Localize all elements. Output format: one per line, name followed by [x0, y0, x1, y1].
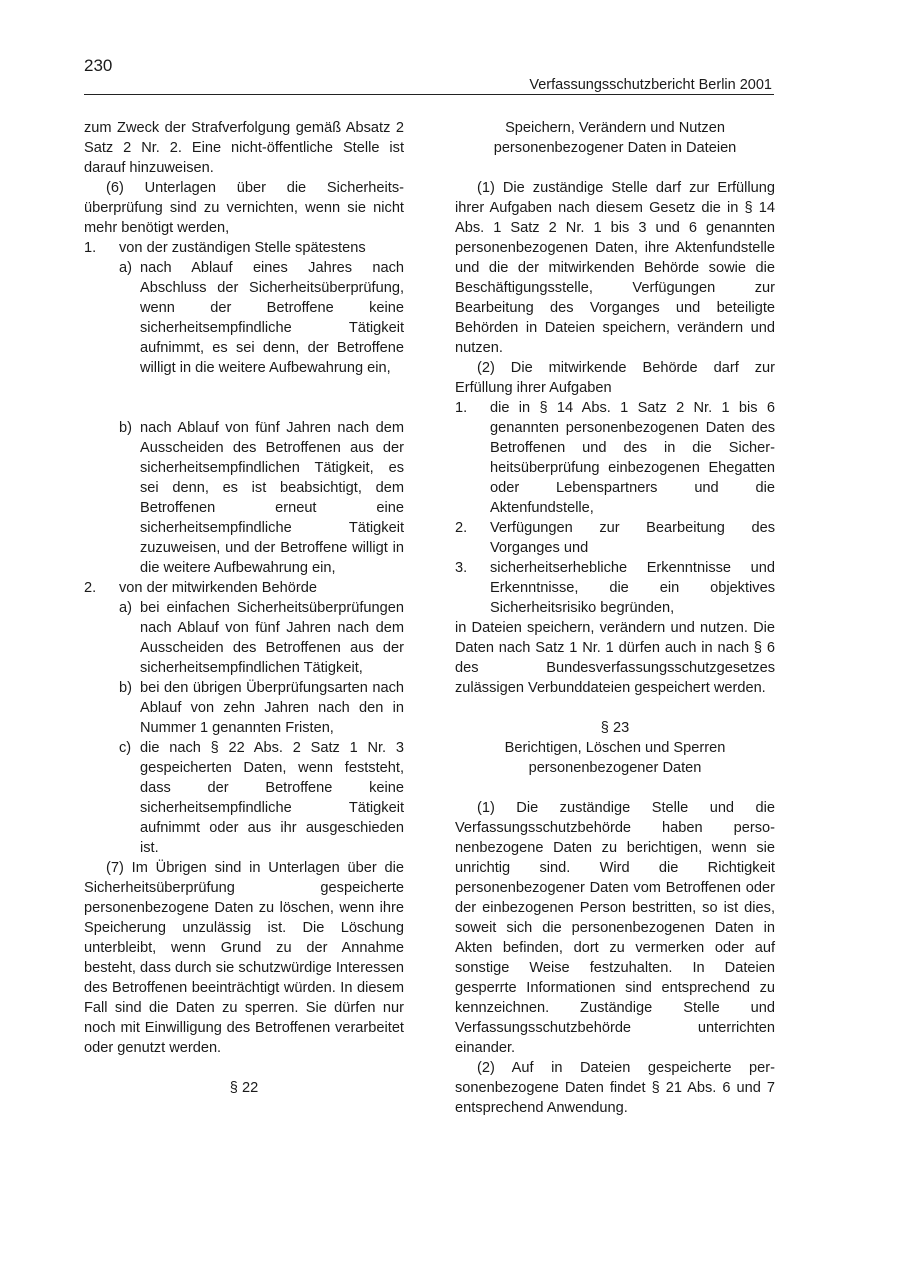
list-text: von der mitwirkenden Behörde: [119, 580, 317, 596]
list-item-2c: [84, 738, 404, 858]
section-title-line: Speichern, Verändern und Nutzen: [505, 120, 725, 136]
sublist-text: bei den übrigen Überprüfungsarten nach Ablauf von zehn Jahren nach den in Nummer 1 genannten Fristen,: [140, 680, 404, 736]
paragraph-continued: zum Zweck der Strafverfolgung gemäß Absatz 2 Satz 2 Nr. 2. Eine nicht-öffentliche Stelle ist darauf hinzuweisen.: [84, 120, 404, 176]
sublist-text: bei einfachen Sicherheitsüberprüfungen nach Ablauf von fünf Jahren nach dem Ausscheiden des Betroffenen aus der sicherheitsempfindlichen Tätigkeit,: [140, 600, 404, 676]
header-rule: [84, 94, 774, 95]
spacer: [455, 158, 775, 178]
sublist-label: a): [119, 260, 132, 276]
s23-paragraph-2: (2) Auf in Dateien gespeicherte personenbezogene Daten findet § 21 Abs. 6 und 7 entsprechend Anwendung.: [455, 1060, 775, 1116]
sublist-label: a): [119, 600, 132, 616]
list-label: 1.: [455, 400, 468, 416]
list-item-1: [455, 398, 775, 518]
list-item-2b: [84, 678, 404, 738]
list-item-2: [455, 518, 775, 558]
page-number: 230: [84, 56, 113, 75]
list-label: 3.: [455, 560, 468, 576]
left-column: [84, 118, 404, 1098]
section-heading-22: § 22: [229, 1080, 259, 1096]
list-item-1a: [84, 258, 404, 378]
list-label: 2.: [455, 520, 468, 536]
spacer: [455, 698, 775, 718]
list-item-1b: [84, 418, 404, 578]
s22-paragraph-2-end: in Dateien speichern, verändern und nutzen. Die Daten nach Satz 1 Nr. 1 dürfen auch in nach § 6 des Bundesverfassungsschutzgesetzes zulässigen Verbunddateien gespeichert werden.: [455, 620, 775, 696]
sublist-label: c): [119, 740, 132, 756]
sublist-text: nach Ablauf eines Jahres nach Abschluss der Sicherheitsüberprüfung, wenn der Betroffene keine sicherheitsempfindliche Tätigkeit aufnimmt, es sei denn, der Betroffene willigt in die weitere Aufbewahrung ein,: [140, 260, 404, 376]
list-label: 1.: [84, 240, 97, 256]
section-title-line: Berichtigen, Löschen und Sperren: [504, 740, 726, 756]
right-column: [455, 118, 775, 1118]
spacer: [84, 378, 404, 398]
s23-paragraph-1: (1) Die zuständige Stelle und die Verfassungsschutzbehörde haben personenbezogene Daten zu berichtigen, wenn sie unrichtig sind. Wird die Richtigkeit personenbezogener Daten vom Betroffenen oder der einbezogenen Person bestritten, so ist dies, soweit sich die personenbezogenen Daten in Akten befinden, dort zu vermerken oder auf sonstige Weise festzuhalten. In Dateien gesperrte Informationen sind entsprechend zu kennzeichnen. Zuständige Stelle und Verfassungsschutzbehörde unterrichten einander.: [455, 800, 775, 1056]
section-heading-23: § 23: [600, 720, 630, 736]
section-title-line: personenbezogener Daten: [528, 760, 702, 776]
sublist-text: nach Ablauf von fünf Jahren nach dem Ausscheiden des Betroffenen aus der sicherheitsempfindlichen Tätigkeit, es sei denn, es ist beabsichtigt, dem Betroffenen erneut eine sicherheitsempfindliche Tätigkeit zuzuweisen, und der Betroffene willigt in die weitere Aufbewahrung ein,: [140, 420, 404, 576]
list-text: von der zuständigen Stelle spätestens: [119, 240, 366, 256]
spacer: [455, 778, 775, 798]
list-text: die in § 14 Abs. 1 Satz 2 Nr. 1 bis 6 genannten personenbezogenen Daten des Betroffenen und des in die Sicherheitsüberprüfung einbezogenen Ehegatten oder Lebenspartners und die Aktenfundstelle,: [490, 400, 775, 516]
spacer: [84, 398, 404, 418]
sublist-text: die nach § 22 Abs. 2 Satz 1 Nr. 3 gespeicherten Daten, wenn feststeht, dass der Betroffene keine sicherheitsempfindliche Tätigkeit aufnimmt oder aus ihr ausgeschieden ist.: [140, 740, 404, 856]
paragraph-7: (7) Im Übrigen sind in Unterlagen über die Sicherheitsüberprüfung gespeicherte personenbezogene Daten zu löschen, wenn ihre Speicherung unzulässig ist. Die Löschung unterbleibt, wenn Grund zu der Annahme besteht, dass durch sie schutzwürdige Interessen des Betroffenen beeinträchtigt würden. In diesem Fall sind die Daten zu sperren. Sie dürfen nur noch mit Einwilligung des Betroffenen verarbeitet oder genutzt werden.: [84, 860, 404, 1056]
list-item-1: [84, 238, 404, 258]
paragraph-6: (6) Unterlagen über die Sicherheitsüberprüfung sind zu vernichten, wenn sie nicht mehr benötigt werden,: [84, 180, 404, 236]
list-item-2a: [84, 598, 404, 678]
s22-paragraph-1: (1) Die zuständige Stelle darf zur Erfüllung ihrer Aufgaben nach diesem Gesetz die in § 14 Abs. 1 Satz 2 Nr. 1 bis 3 und 6 genannten personenbezogenen Daten, ihre Aktenfundstelle und die der mitwirkenden Behörde sowie die Beschäftigungsstelle, Verfügungen zur Bearbeitung des Vorganges und beteiligte Behörden in Dateien speichern, verändern und nutzen.: [455, 180, 775, 356]
list-label: 2.: [84, 580, 97, 596]
spacer: [84, 1058, 404, 1078]
list-item-2: [84, 578, 404, 598]
sublist-label: b): [119, 420, 132, 436]
list-text: Verfügungen zur Bearbeitung des Vorganges und: [490, 520, 775, 556]
list-text: sicherheitserhebliche Erkenntnisse und Erkenntnisse, die ein objektives Sicherheitsrisiko begründen,: [490, 560, 775, 616]
running-title: Verfassungsschutzbericht Berlin 2001: [529, 77, 772, 93]
s22-paragraph-2: (2) Die mitwirkende Behörde darf zur Erfüllung ihrer Aufgaben: [455, 360, 775, 396]
sublist-label: b): [119, 680, 132, 696]
section-title-line: personenbezogener Daten in Dateien: [493, 140, 737, 156]
list-item-3: [455, 558, 775, 618]
